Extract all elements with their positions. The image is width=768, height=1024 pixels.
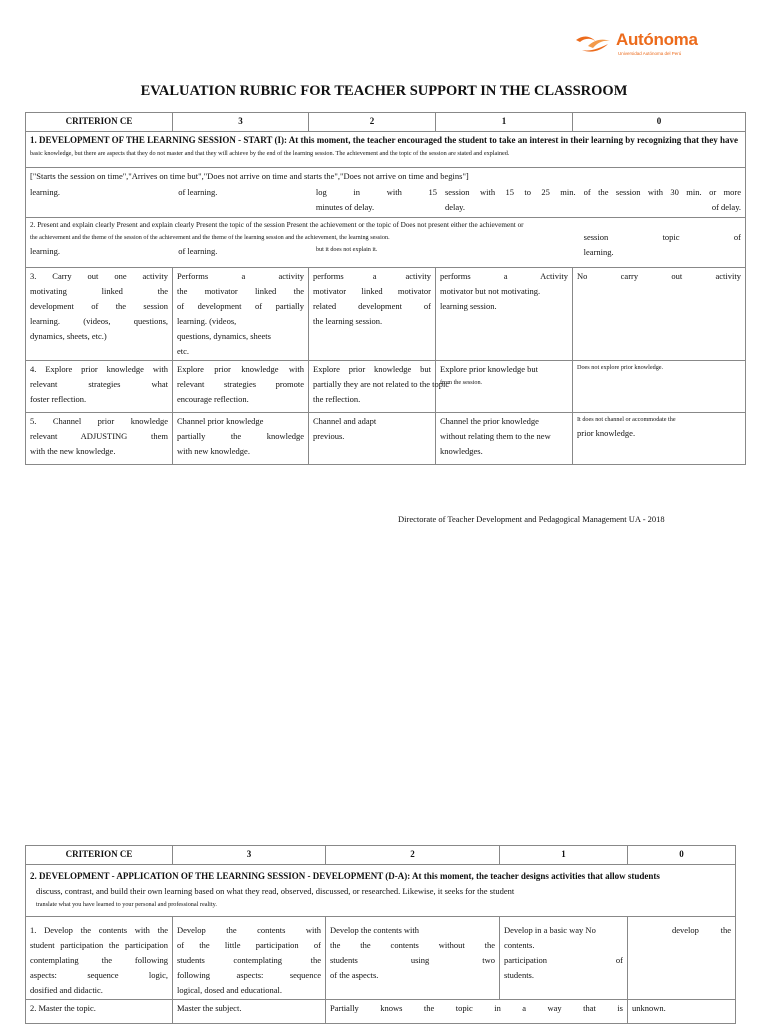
table-row (26, 361, 746, 413)
page-title: EVALUATION RUBRIC FOR TEACHER SUPPORT IN THE CLASSROOM (140, 83, 628, 99)
row-3-level3: Performs a activity the motivator linked the of development of partially learning. (videos, questions, dynamics, sheets etc. (173, 268, 309, 361)
row-4-criterion: 4. Explore prior knowledge with relevant strategies what foster reflection. (26, 361, 173, 413)
section-2-heading: 2. DEVELOPMENT - APPLICATION OF THE LEARNING SESSION - DEVELOPMENT (D-A): At this moment, the teacher designs activities that allow students (30, 871, 660, 881)
row-3-level0: No carry out activity (573, 268, 746, 361)
row-4-level3: Explore prior knowledge with relevant strategies promote encourage reflection. (173, 361, 309, 413)
row-2-level0b: learning. (583, 247, 614, 257)
row-1-level0: of the session with 30 min. or more (583, 187, 742, 197)
row-3-level1: performs a Activity motivator but not motivating. learning session. (436, 268, 573, 361)
row-2-1-level3: Develop the contents with of the little participation of students contemplating the following aspects: sequence logical, dosed and educational. (173, 917, 326, 1000)
col-header-2: 2 (309, 113, 436, 132)
row-2-level0: session topic of (583, 232, 742, 242)
table-row (26, 917, 736, 1000)
table-header-row (26, 113, 746, 132)
rubric-table-2 (25, 845, 736, 1024)
section-2-line2: discuss, contrast, and build their own learning based on what they read, observed, discussed, or researched. Likewise, it seeks for the student (36, 886, 515, 896)
row-1-criterion: learning. (30, 187, 60, 197)
row-1-level1: session with 15 to 25 min. (445, 187, 576, 197)
row-1-cell (26, 168, 746, 218)
row-2-level2: but it does not explain it. (315, 246, 378, 253)
section-row (26, 865, 736, 917)
row-2-cell (26, 218, 746, 268)
table-row (26, 268, 746, 361)
row-1-level2b: minutes of delay. (315, 202, 375, 212)
row-2-1-criterion: 1. Develop the contents with the student participation the participation contemplating the following aspects: sequence logic, dosified and didactic. (26, 917, 173, 1000)
row-1-top: ["Starts the session on time","Arrives on time but","Does not arrive on time and starts the","Does not arrive on time and begins"] (30, 171, 469, 181)
col-header-0: 0 (628, 846, 736, 865)
row-4-level2: Explore prior knowledge but partially they are not related to the topic the reflection. (309, 361, 436, 413)
row-5-level3: Channel prior knowledge partially the knowledge with new knowledge. (173, 413, 309, 465)
row-4-level1: Explore prior knowledge but from the session. (436, 361, 573, 413)
university-logo (574, 30, 704, 60)
table-row (26, 168, 746, 218)
row-3-level2: performs a activity motivator linked motivator related development of the learning session. (309, 268, 436, 361)
section-2-line3: translate what you have learned to your personal and professional reality. (36, 901, 217, 908)
table-row (26, 413, 746, 465)
row-2-2-criterion: 2. Master the topic. (26, 1000, 173, 1024)
row-2-2-level0: unknown. (628, 1000, 736, 1024)
section-row (26, 132, 746, 168)
row-2-1-level0: develop the (628, 917, 736, 1000)
logo-name: Autónoma (616, 30, 698, 49)
table-row (26, 218, 746, 268)
section-1-heading: 1. DEVELOPMENT OF THE LEARNING SESSION - START (I): At this moment, the teacher encouraged the student to take an interest in their learning by recognizing that they have (30, 135, 739, 145)
col-header-3: 3 (173, 113, 309, 132)
row-5-level0: It does not channel or accommodate the prior knowledge. (573, 413, 746, 465)
row-2-mid: the achievement and the theme of the session of the achievement and the theme of the learning session and the achievement, the learning session. (30, 234, 390, 241)
row-2-2-level3: Master the subject. (173, 1000, 326, 1024)
row-2-level3: of learning. (178, 246, 218, 256)
col-header-1: 1 (500, 846, 628, 865)
row-2-1-level2: Develop the contents with the the contents without the students using two of the aspects. (326, 917, 500, 1000)
table-header-row (26, 846, 736, 865)
row-2-criterion: learning. (30, 246, 60, 256)
col-header-criterion: CRITERION CE (26, 846, 173, 865)
row-5-level1: Channel the prior knowledge without relating them to the new knowledges. (436, 413, 573, 465)
row-5-criterion: 5. Channel prior knowledge relevant ADJUSTING them with the new knowledge. (26, 413, 173, 465)
col-header-3: 3 (173, 846, 326, 865)
row-1-level2: log in with 15 (315, 187, 437, 197)
table-row (26, 1000, 736, 1024)
section-2-cell (26, 865, 736, 917)
logo-subtitle: Universidad Autónoma del Perú (618, 51, 682, 56)
row-2-1-level1: Develop in a basic way No contents. participation of students. (500, 917, 628, 1000)
row-3-criterion: 3. Carry out one activity motivating linked the development of the session learning. (videos, questions, dynamics, sheets, etc.) (26, 268, 173, 361)
col-header-1: 1 (436, 113, 573, 132)
row-5-level2: Channel and adapt previous. (309, 413, 436, 465)
row-4-level0: Does not explore prior knowledge. (573, 361, 746, 413)
rubric-table-1 (25, 112, 746, 465)
col-header-0: 0 (573, 113, 746, 132)
row-1-level3: of learning. (178, 187, 218, 197)
row-2-2-level2: Partially knows the topic in a way that is (326, 1000, 628, 1024)
col-header-2: 2 (326, 846, 500, 865)
col-header-criterion: CRITERION CE (26, 113, 173, 132)
row-1-level0b: of delay. (711, 202, 742, 212)
row-2-top: 2. Present and explain clearly Present and explain clearly Present the topic of the session Present the achievement or the topic of Does not present either the achievement or (30, 221, 524, 229)
section-1-cell (26, 132, 746, 168)
row-1-level1b: delay. (445, 202, 465, 212)
footer-text: Directorate of Teacher Development and Pedagogical Management UA - 2018 (398, 514, 665, 524)
logo-swoosh-icon (574, 32, 614, 54)
section-1-detail: basic knowledge, but there are aspects that they do not master and that they will achieve by the end of the learning session. The achievement and the topic of the session are stated and explained. (30, 150, 510, 157)
